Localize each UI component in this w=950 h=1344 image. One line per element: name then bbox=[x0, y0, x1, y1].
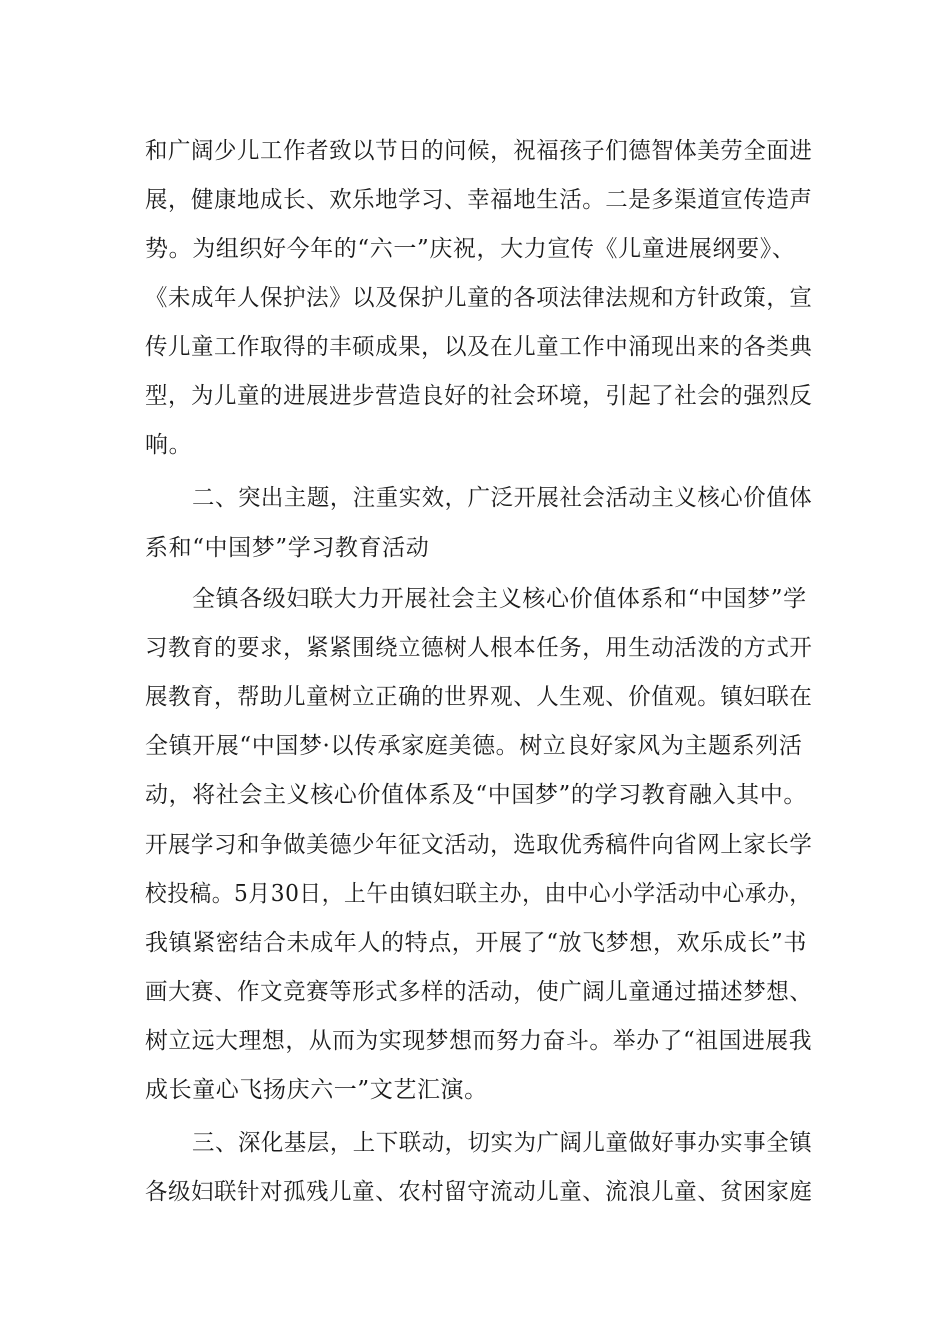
body-text-line: 我镇紧密结合未成年人的特点，开展了“放飞梦想，欢乐成长”书 bbox=[145, 930, 807, 956]
body-text-line: 全镇各级妇联大力开展社会主义核心价值体系和“中国梦”学 bbox=[192, 586, 807, 612]
section-heading-line: 二、突出主题，注重实效，广泛开展社会活动主义核心价值体 bbox=[192, 485, 813, 511]
body-text-line: 响。 bbox=[145, 432, 193, 458]
body-text-line: 势。为组织好今年的“六一”庆祝，大力宣传《儿童进展纲要》、 bbox=[145, 236, 796, 262]
section-heading-line: 系和“中国梦”学习教育活动 bbox=[145, 535, 430, 561]
body-text-line: 成长童心飞扬庆六一”文艺汇演。 bbox=[145, 1077, 488, 1103]
body-text-line: 画大赛、作文竞赛等形式多样的活动，使广阔儿童通过描述梦想、 bbox=[145, 979, 813, 1005]
body-text-line: 型，为儿童的进展进步营造良好的社会环境，引起了社会的强烈反 bbox=[145, 383, 813, 409]
body-text-line: 动，将社会主义核心价值体系及“中国梦”的学习教育融入其中。 bbox=[145, 782, 807, 808]
section-heading-line: 三、深化基层，上下联动，切实为广阔儿童做好事办实事全镇 bbox=[192, 1130, 813, 1156]
body-text-line: 校投稿。5月30日，上午由镇妇联主办，由中心小学活动中心承办， bbox=[145, 881, 812, 907]
body-text-line: 各级妇联针对孤残儿童、农村留守流动儿童、流浪儿童、贫困家庭 bbox=[145, 1179, 813, 1205]
body-text-line: 展，健康地成长、欢乐地学习、幸福地生活。二是多渠道宣传造声 bbox=[145, 187, 813, 213]
body-text-line: 和广阔少儿工作者致以节日的问候，祝福孩子们德智体美劳全面进 bbox=[145, 138, 813, 164]
body-text-line: 展教育，帮助儿童树立正确的世界观、人生观、价值观。镇妇联在 bbox=[145, 684, 813, 710]
body-text-line: 树立远大理想，从而为实现梦想而努力奋斗。举办了“祖国进展我 bbox=[145, 1028, 813, 1054]
body-text-line: 传儿童工作取得的丰硕成果，以及在儿童工作中涌现出来的各类典 bbox=[145, 334, 813, 360]
body-text-line: 习教育的要求，紧紧围绕立德树人根本任务，用生动活泼的方式开 bbox=[145, 635, 813, 661]
body-text-line: 全镇开展“中国梦·以传承家庭美德。树立良好家风为主题系列活 bbox=[145, 733, 803, 759]
body-text-line: 开展学习和争做美德少年征文活动，选取优秀稿件向省网上家长学 bbox=[145, 832, 813, 858]
body-text-line: 《未成年人保护法》以及保护儿童的各项法律法规和方针政策，宣 bbox=[145, 285, 813, 311]
